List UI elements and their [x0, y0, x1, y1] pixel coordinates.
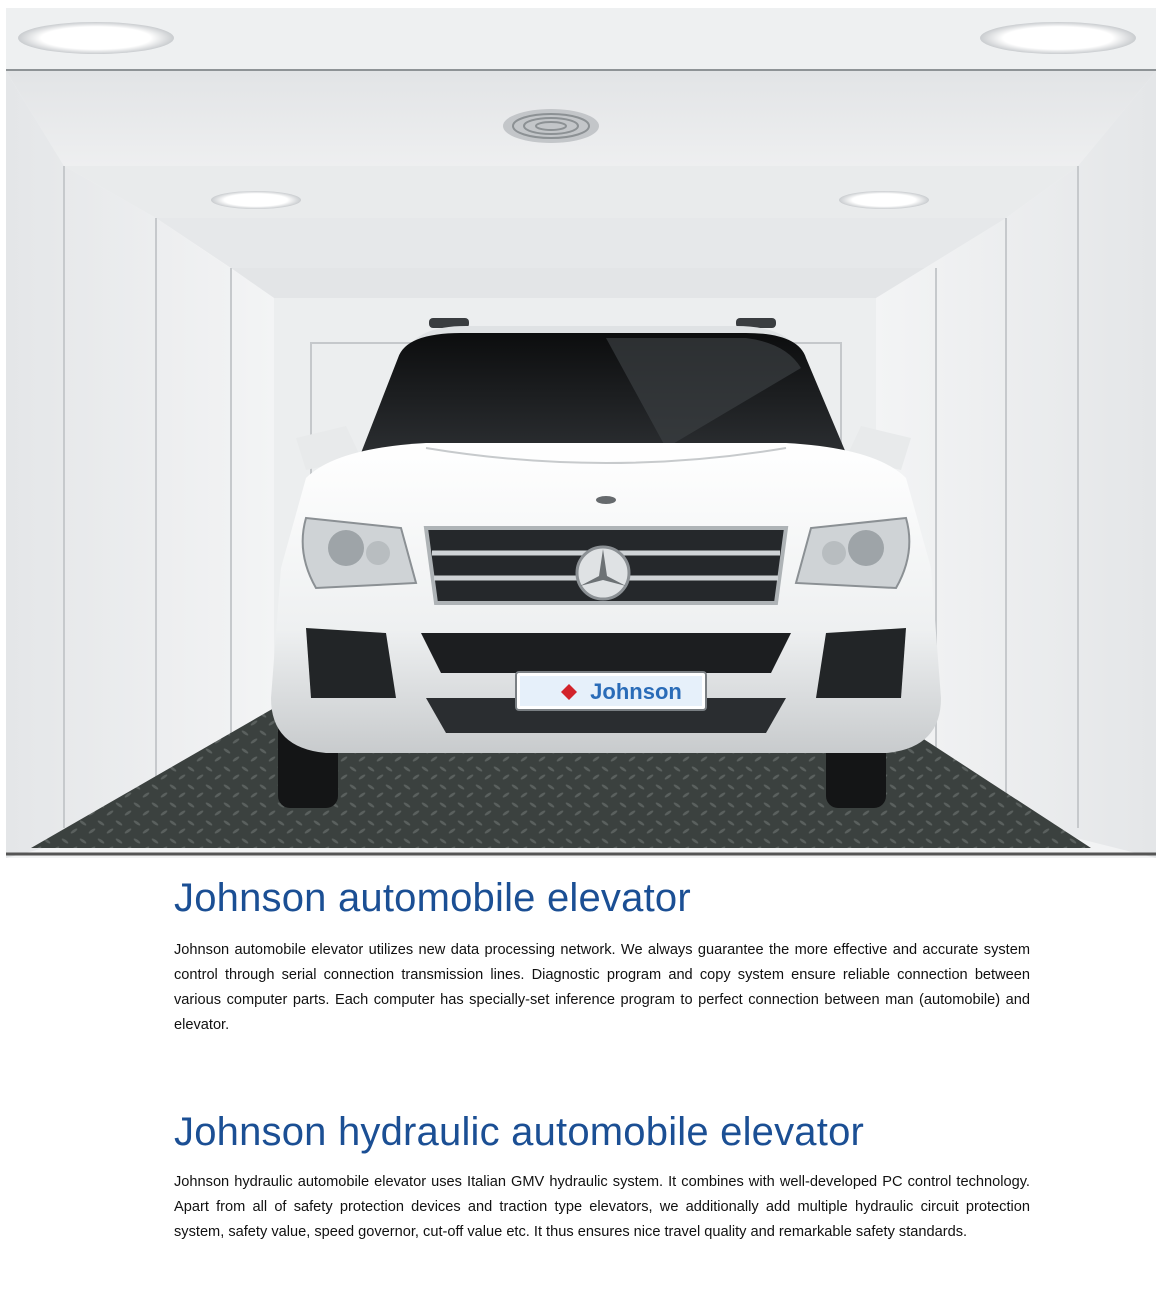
ceiling-light-icon [18, 22, 174, 54]
ceiling-light-icon [839, 191, 929, 209]
section-body: Johnson hydraulic automobile elevator uses Italian GMV hydraulic system. It combines with well-developed PC control technology. Apart from all of safety protection devices and traction type elevators, we additionally add multiple hydraulic circuit protection system, safety value, speed governor, cut-off value etc. It thus ensures nice travel quality and remarkable safety standards. [174, 1174, 1030, 1240]
section-automobile-elevator [174, 876, 1030, 1038]
ceiling-light-icon [211, 191, 301, 209]
plate-logo-text: Johnson [590, 679, 682, 704]
ceiling-light-icon [980, 22, 1136, 54]
section-title: Johnson automobile elevator [174, 876, 691, 920]
elevator-illustration [6, 8, 1156, 858]
section-title: Johnson hydraulic automobile elevator [174, 1110, 865, 1154]
hero-image [6, 8, 1156, 858]
section-body: Johnson automobile elevator utilizes new data processing network. We always guarantee the more effective and accurate system control through serial connection transmission lines. Diagnostic program and copy system ensure reliable connection between various computer parts. Each computer has specially-set inference program to perfect connection between man (automobile) and elevator. [174, 942, 1030, 1033]
section-hydraulic-elevator [174, 1110, 1030, 1245]
lower-intake [421, 633, 791, 673]
